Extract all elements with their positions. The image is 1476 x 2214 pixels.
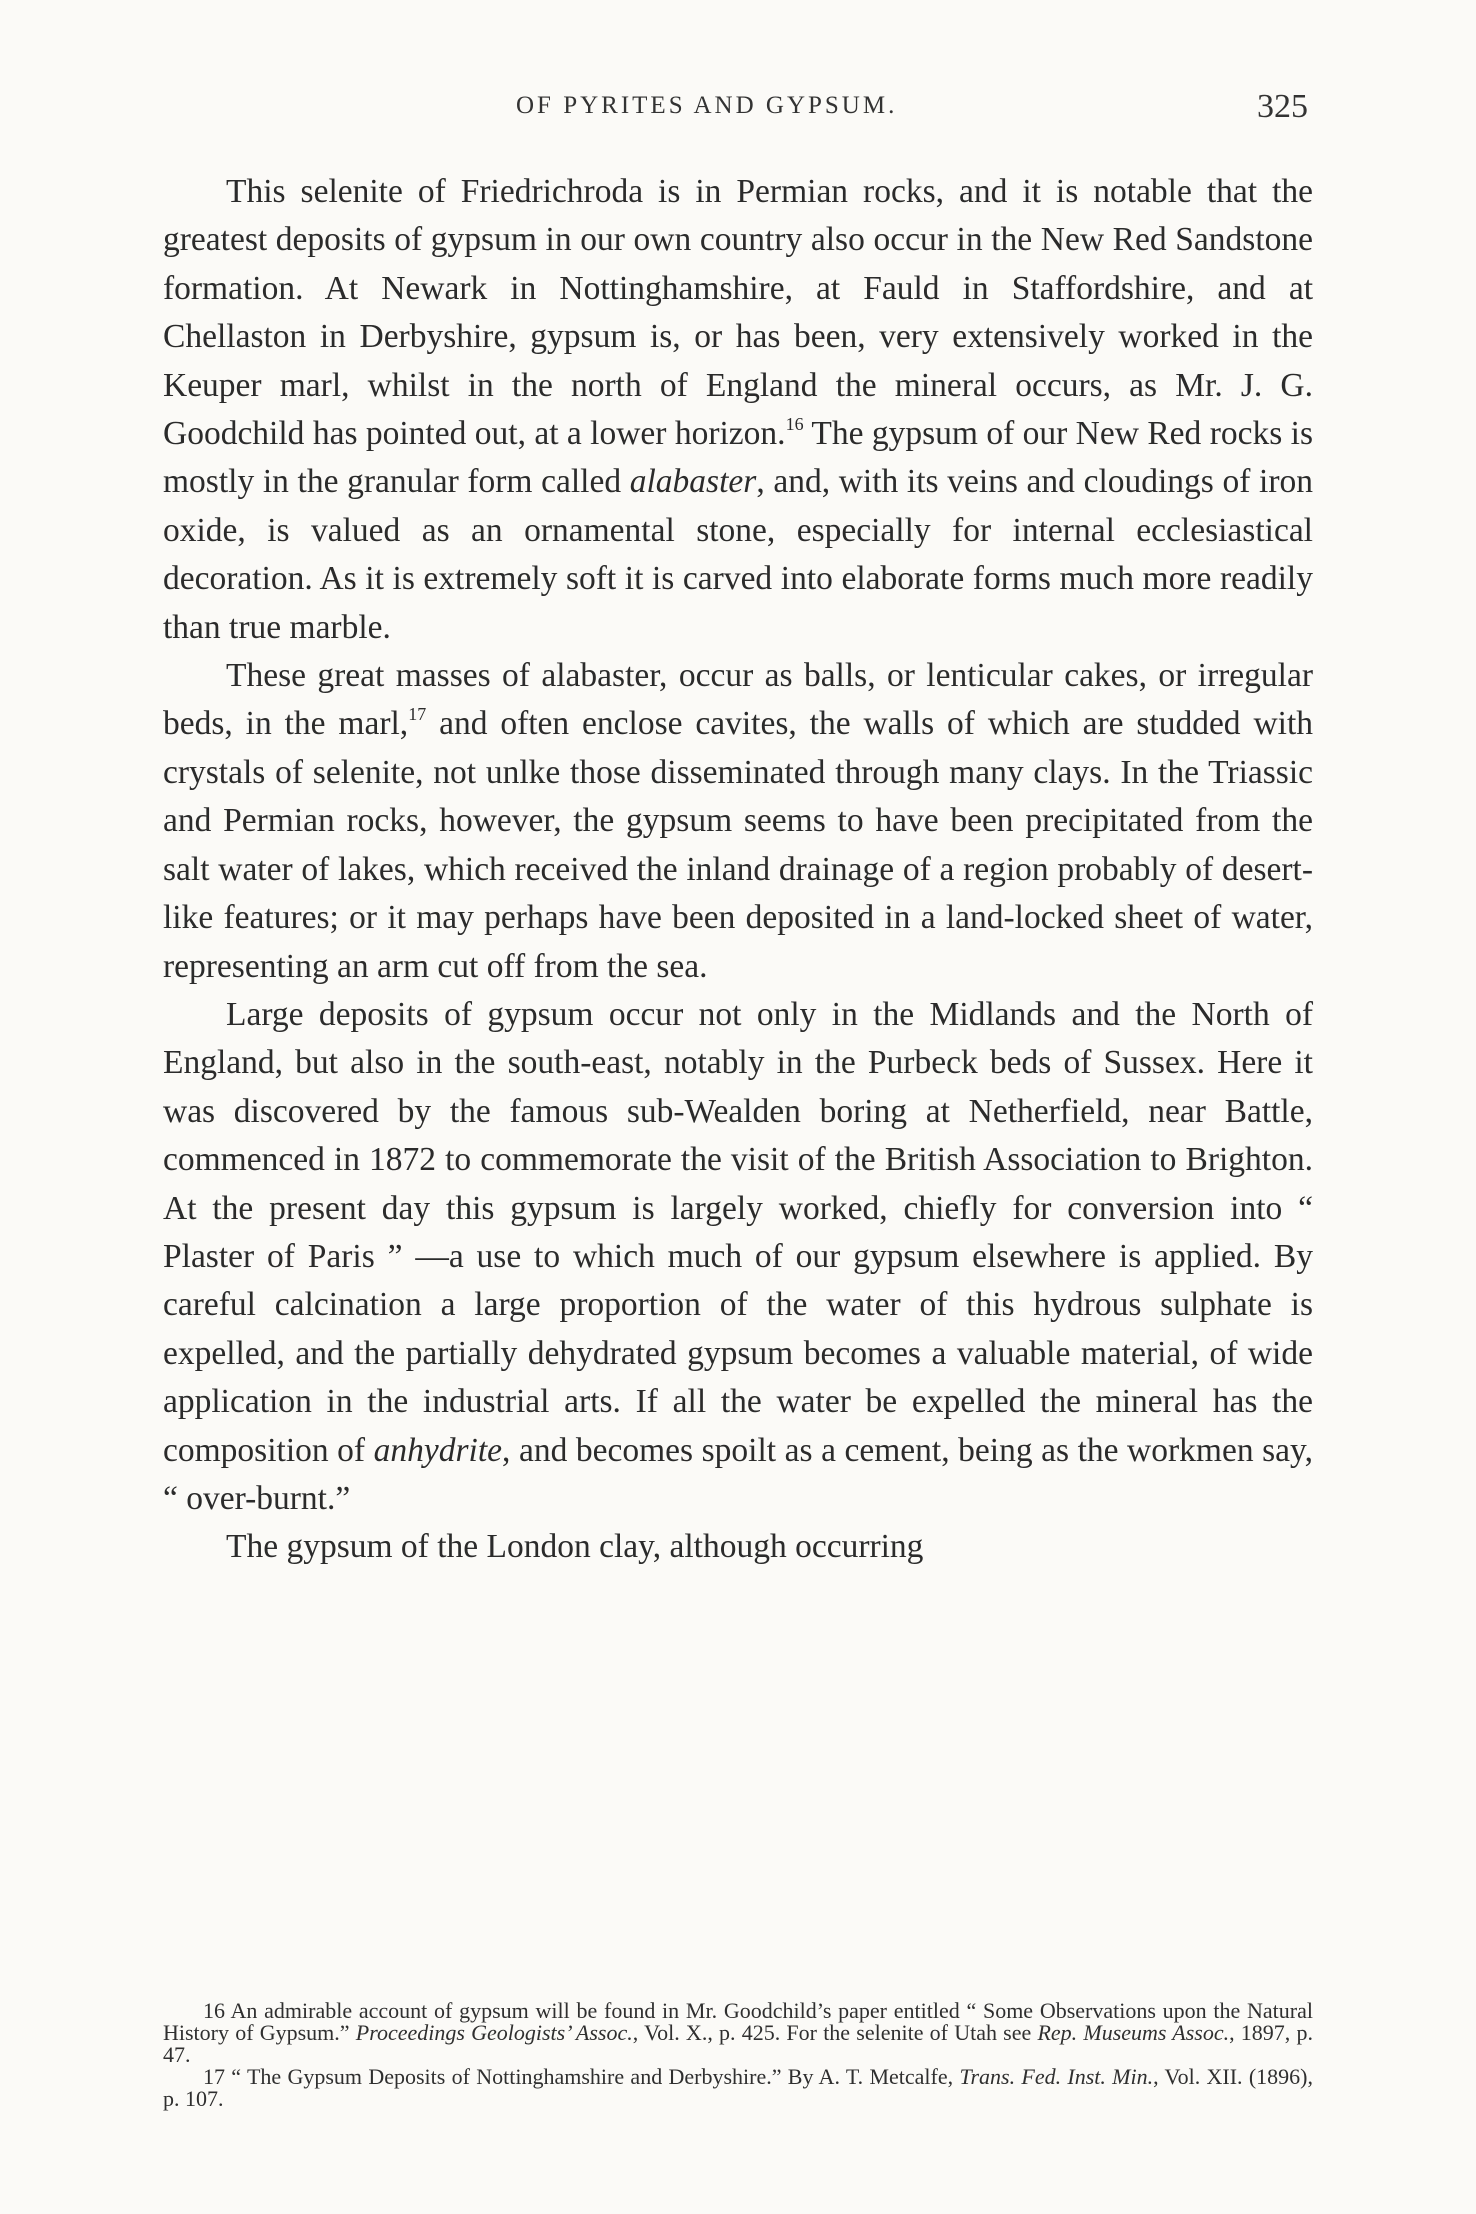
footnote-reference: 17 xyxy=(408,704,427,725)
italic-text: Proceedings Geologists’ Assoc. xyxy=(355,2020,633,2045)
italic-text: alabaster xyxy=(629,463,757,501)
footnote xyxy=(163,2000,1313,2066)
paragraph xyxy=(163,168,1313,652)
text-run: , Vol. XII. (1896), p. 107. xyxy=(163,2064,1313,2111)
page-number: 325 xyxy=(1257,88,1308,125)
footnotes xyxy=(163,2000,1313,2110)
body-text xyxy=(163,168,1313,1572)
text-run: 17 “ The Gypsum Deposits of Nottinghamshire and Derbyshire.” By A. T. Metcalfe, xyxy=(203,2064,960,2089)
text-run: The gypsum of the London clay, although occurring xyxy=(226,1528,924,1566)
text-run: 16 An admirable account of gypsum will be found in Mr. Goodchild’s paper entitled “ Some Observations upon the Natural History of Gypsum.” xyxy=(163,1998,1313,2045)
running-head xyxy=(160,88,1316,128)
text-run: This selenite of Friedrichroda is in Permian rocks, and it is notable that the greatest deposits of gypsum in our own country also occur in the New Red Sandstone formation. At Newark in Nottinghamshire, at Fauld in Staffordshire, and at Chellaston in Derbyshire, gypsum is, or has been, very extensively worked in the Keuper marl, whilst in the north of England the mineral occurs, as Mr. J. G. Goodchild has pointed out, at a lower horizon. xyxy=(163,173,1313,453)
text-run: The gypsum of our New Red rocks is mostly in the granular form called xyxy=(163,415,1313,501)
footnote-reference: 16 xyxy=(785,414,804,435)
running-title: OF PYRITES AND GYPSUM. xyxy=(516,92,898,119)
footnote xyxy=(163,2066,1313,2110)
italic-text: anhydrite xyxy=(373,1431,503,1469)
text-run: , Vol. X., p. 425. For the selenite of Utah see xyxy=(632,2020,1038,2045)
text-run: and often enclose cavites, the walls of which are studded with crystals of selenite, not unlke those disseminated through many clays. In the Triassic and Permian rocks, however, the gypsum seems to have been precipitated from the salt water of lakes, which received the inland drainage of a region probably of desert-like features; or it may perhaps have been deposited in a land-locked sheet of water, representing an arm cut off from the sea. xyxy=(163,705,1313,985)
text-run: These great masses of alabaster, occur as balls, or lenticular cakes, or irregular beds, in the marl, xyxy=(163,657,1313,743)
text-run: , 1897, p. 47. xyxy=(163,2020,1314,2067)
paragraph xyxy=(163,652,1313,991)
text-run: , and, with its veins and cloudings of iron oxide, is valued as an ornamental stone, especially for internal ecclesiastical decoration. As it is extremely soft it is carved into elaborate forms much more readily than true marble. xyxy=(163,463,1313,646)
italic-text: Rep. Museums Assoc. xyxy=(1037,2020,1230,2045)
italic-text: Trans. Fed. Inst. Min. xyxy=(959,2064,1154,2089)
text-run: Large deposits of gypsum occur not only in the Midlands and the North of England, but also in the south-east, notably in the Purbeck beds of Sussex. Here it was discovered by the famous sub-Wealden boring at Netherfield, near Battle, commenced in 1872 to commemorate the visit of the British Association to Brighton. At the present day this gypsum is largely worked, chiefly for conversion into “ Plaster of Paris ” —a use to which much of our gypsum elsewhere is applied. By careful calcination a large proportion of the water of this hydrous sulphate is expelled, and the partially dehydrated gypsum becomes a valuable material, of wide application in the industrial arts. If all the water be expelled the mineral has the composition of xyxy=(163,995,1313,1469)
paragraph xyxy=(163,991,1313,1523)
paragraph xyxy=(163,1523,1313,1571)
text-run: , and becomes spoilt as a cement, being as the workmen say, “ over-burnt.” xyxy=(163,1431,1313,1517)
